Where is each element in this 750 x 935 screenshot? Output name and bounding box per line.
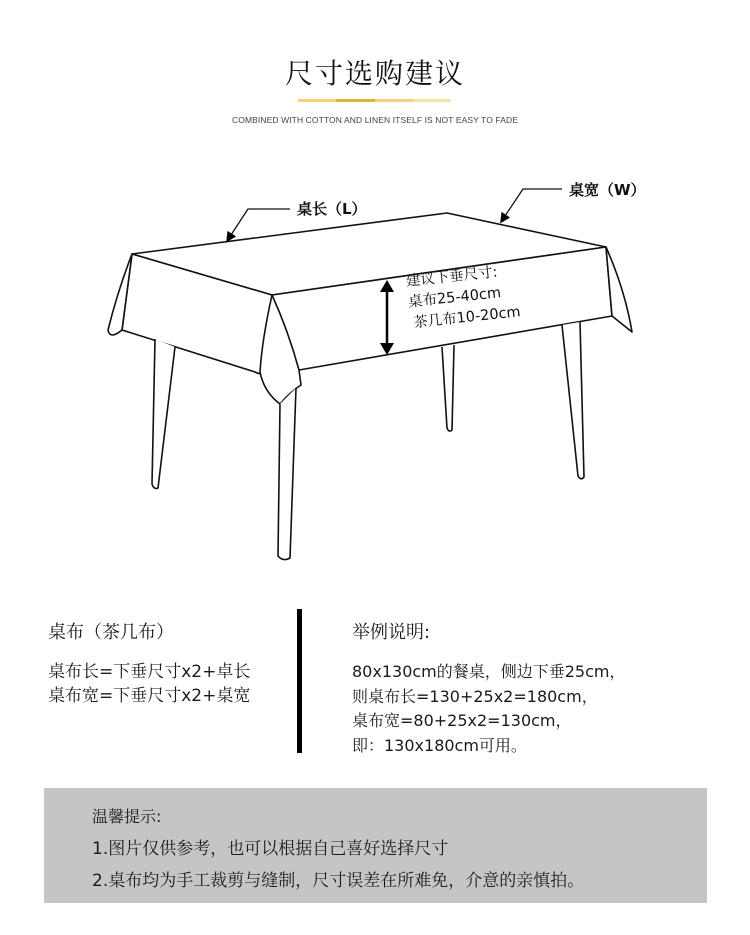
table-width-label: 桌宽（W） [569, 181, 646, 199]
tips-heading: 温馨提示: [92, 807, 162, 826]
page-subtitle: COMBINED WITH COTTON AND LINEN ITSELF IS NOT EASY TO FADE [232, 115, 518, 125]
table-length-label: 桌长（L） [297, 200, 367, 218]
example-line: 桌布宽=80+25x2=130cm， [352, 711, 572, 730]
section-divider [297, 609, 302, 753]
example-heading: 举例说明: [352, 622, 431, 643]
example-line: 则桌布长=130+25x2=180cm， [352, 686, 598, 706]
drop-note-coffee-table: 茶几布10-20cm [412, 304, 522, 332]
drop-note-heading: 建议下垂尺寸: [405, 264, 499, 290]
formula-line: 桌布宽=下垂尺寸x2+桌宽 [48, 686, 251, 706]
tips-box [44, 788, 707, 903]
example-section [352, 618, 626, 758]
drop-note-tablecloth: 桌布25-40cm [407, 285, 502, 311]
tip-line: 2.桌布均为手工裁剪与缝制，尺寸误差在所难免，介意的亲慎拍。 [92, 871, 585, 891]
formula-line: 桌布长=下垂尺寸x2+卓长 [48, 662, 251, 682]
formula-section [48, 618, 250, 708]
formula-heading: 桌布（茶几布） [48, 622, 174, 643]
example-line: 80x130cm的餐桌，侧边下垂25cm， [352, 662, 626, 681]
page-title: 尺寸选购建议 [284, 57, 465, 90]
example-line: 即：130x180cm可用。 [352, 735, 527, 755]
drop-size-note [405, 260, 522, 334]
tip-line: 1.图片仅供参考，也可以根据自己喜好选择尺寸 [92, 839, 449, 859]
